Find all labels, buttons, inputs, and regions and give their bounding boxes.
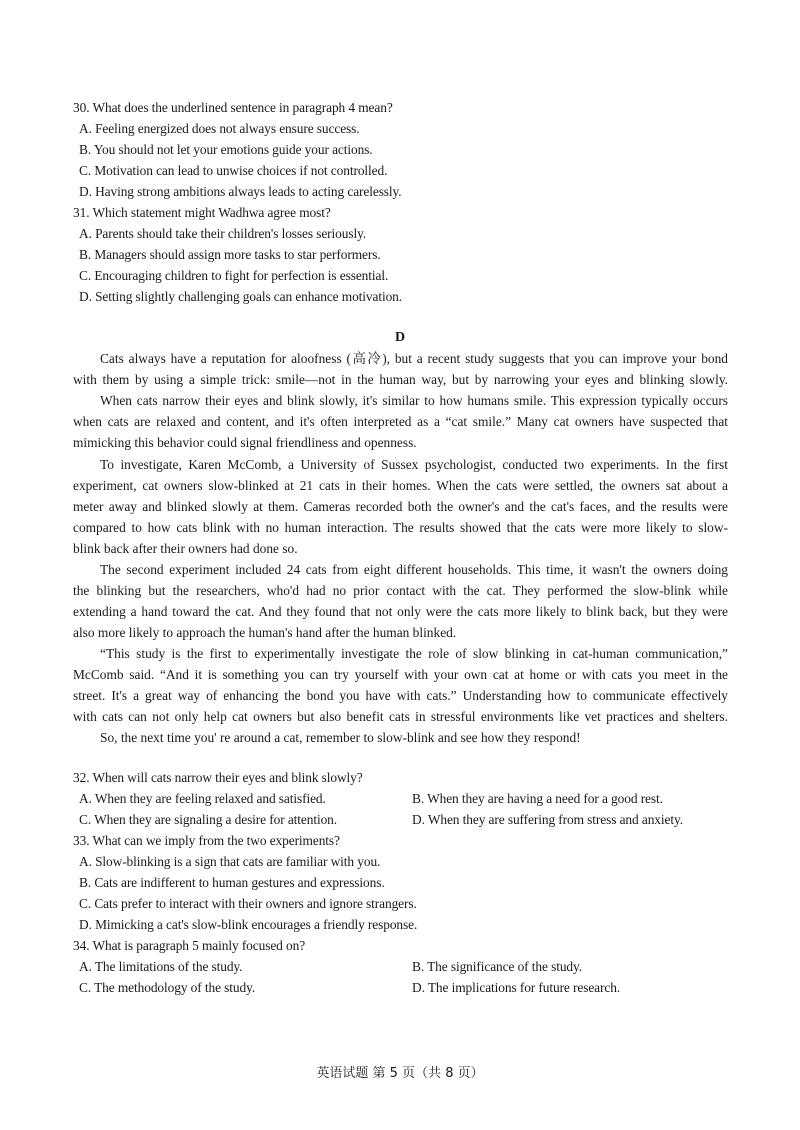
passage-line: mimicking this behavior could signal friendliness and openness. [73,435,417,450]
passage-line: So, the next time you' re around a cat, remember to slow-blink and see how they respond! [100,730,581,745]
passage-line: also more likely to approach the human's hand after the human blinked. [73,625,457,640]
question-34-stem: 34. What is paragraph 5 mainly focused on? [73,938,306,953]
passage-line: extending a hand toward the cat. And they found that not only were the cats more likely to blink back, but they were [73,604,728,619]
passage-line: blink back after their owners had done so. [73,541,298,556]
question-31-option-d: D. Setting slightly challenging goals can enhance motivation. [79,289,403,304]
question-34-option-a: A. The limitations of the study. [79,959,243,974]
question-32-option-a: A. When they are feeling relaxed and satisfied. [79,791,326,806]
question-30-option-b: B. You should not let your emotions guide your actions. [79,142,373,157]
question-34-option-c: C. The methodology of the study. [79,980,256,995]
question-33-option-c: C. Cats prefer to interact with their owners and ignore strangers. [79,896,417,911]
question-32-option-d: D. When they are suffering from stress and anxiety. [412,812,683,827]
passage-line: the blinking but the researchers, who'd had no prior contact with the cat. They performed the slow-blink while [73,583,728,598]
passage-line: when cats are relaxed and content, and it's often interpreted as a “cat smile.” Many cat owners have suspected that [73,414,728,429]
question-31-stem: 31. Which statement might Wadhwa agree most? [73,205,331,220]
passage-line: street. It's a great way of enhancing the bond you have with cats.” Understanding how to communicate effectively [73,688,728,703]
passage-line: When cats narrow their eyes and blink slowly, it's similar to how humans smile. This expression typically occurs [100,393,728,408]
question-30-option-d: D. Having strong ambitions always leads to acting carelessly. [79,184,402,199]
question-33-option-b: B. Cats are indifferent to human gestures and expressions. [79,875,385,890]
question-31-option-c: C. Encouraging children to fight for perfection is essential. [79,268,389,283]
question-31-option-b: B. Managers should assign more tasks to star performers. [79,247,381,262]
question-32-option-c: C. When they are signaling a desire for attention. [79,812,338,827]
passage-line: meter away and blinked slowly at them. Cameras recorded both the owner's and the cat's faces, and the results were [73,499,728,514]
question-31-option-a: A. Parents should take their children's losses seriously. [79,226,367,241]
question-32-option-b: B. When they are having a need for a good rest. [412,791,663,806]
question-33-option-d: D. Mimicking a cat's slow-blink encourages a friendly response. [79,917,418,932]
passage-line: “This study is the first to experimentally investigate the role of slow blinking in cat-human communication,” [100,646,728,661]
question-32-stem: 32. When will cats narrow their eyes and blink slowly? [73,770,363,785]
question-34-option-b: B. The significance of the study. [412,959,582,974]
question-33-option-a: A. Slow-blinking is a sign that cats are familiar with you. [79,854,381,869]
passage-line: To investigate, Karen McComb, a University of Sussex psychologist, conducted two experiments. In the first [100,457,728,472]
question-30-option-a: A. Feeling energized does not always ensure success. [79,121,360,136]
question-30-option-c: C. Motivation can lead to unwise choices if not controlled. [79,163,388,178]
passage-line: with cats can not only help cat owners but also benefit cats in stressful environments like vet practices and shelters. [73,709,728,724]
passage-line: experiment, cat owners slow-blinked at 21 cats in their homes. When the cats were settled, the owners sat about a [73,478,728,493]
question-30-stem: 30. What does the underlined sentence in paragraph 4 mean? [73,100,393,115]
page-footer: 英语试题 第 5 页（共 8 页） [316,1066,484,1081]
passage-line: McComb said. “And it is something you can try yourself with your own cat at home or with cats you meet in the [73,667,728,682]
passage-line: Cats always have a reputation for aloofness (高冷), but a recent study suggests that you can improve your bond [100,351,728,366]
question-34-option-d: D. The implications for future research. [412,980,621,995]
section-d-heading: D [394,330,406,345]
passage-line: with them by using a simple trick: smile—not in the human way, but by narrowing your eyes and blinking slowly. [73,372,728,387]
question-33-stem: 33. What can we imply from the two experiments? [73,833,340,848]
passage-line: The second experiment included 24 cats from eight different households. This time, it wasn't the owners doing [100,562,728,577]
passage-line: compared to how cats blink with no human interaction. The results showed that the cats were more likely to slow- [73,520,728,535]
